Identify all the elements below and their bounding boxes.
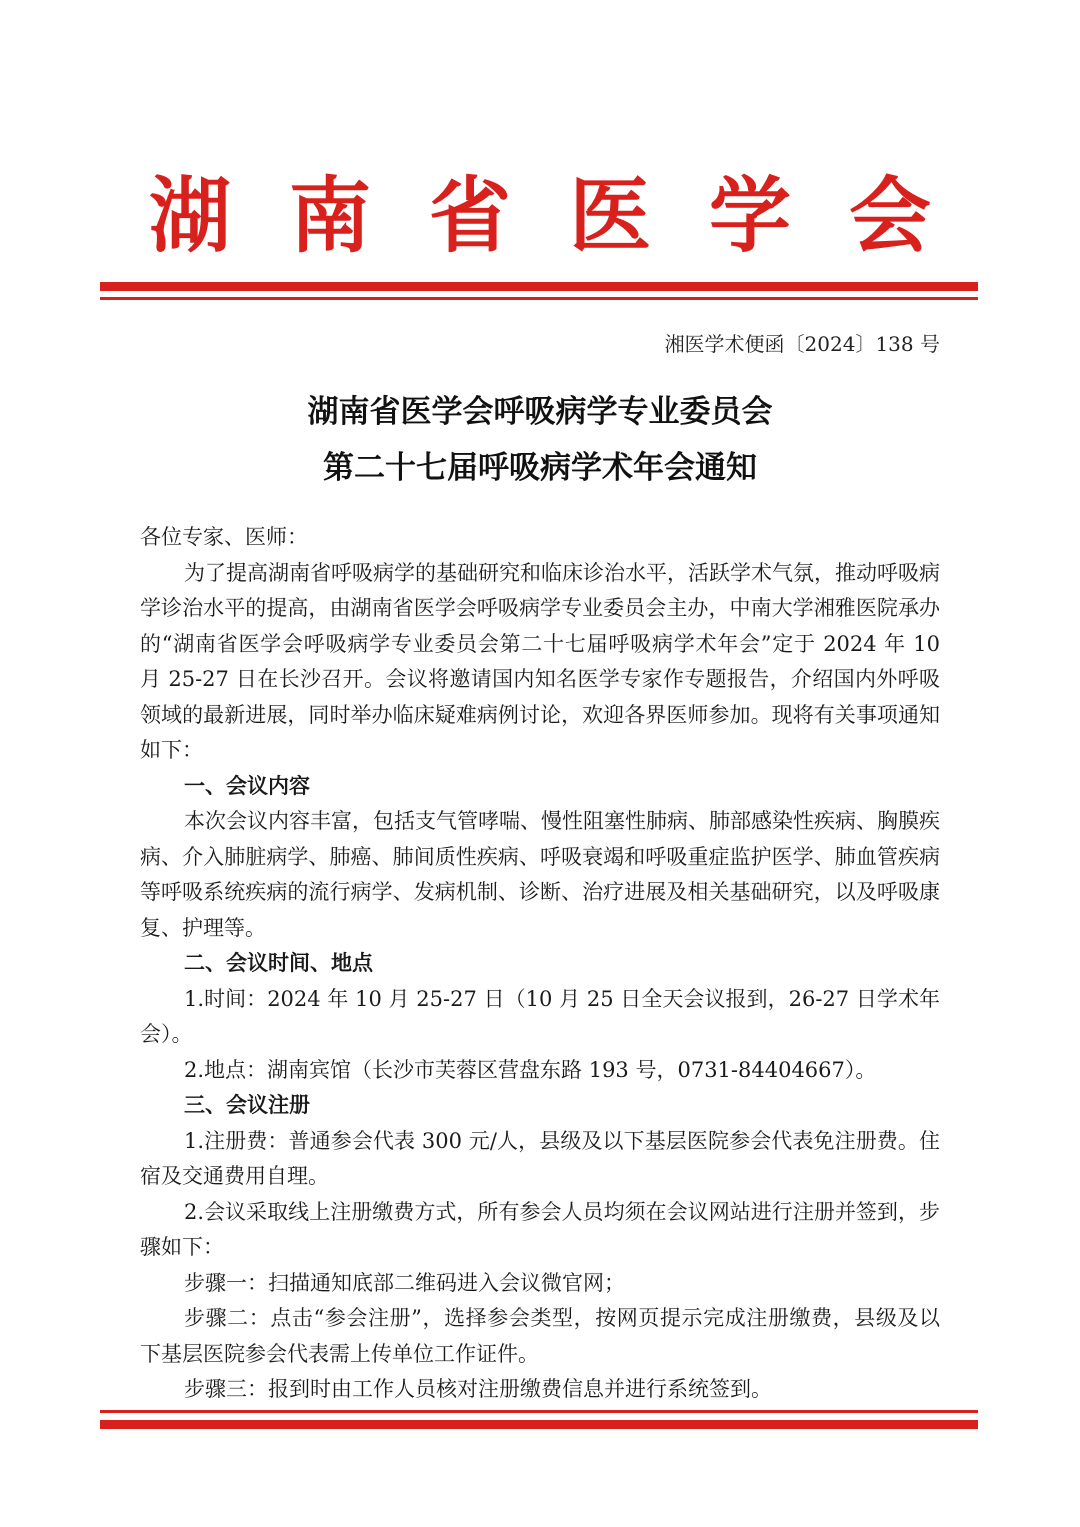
document-body [140, 520, 940, 1408]
footer-rule-thick [100, 1420, 978, 1429]
section3-fee: 1.注册费：普通参会代表 300 元/人，县级及以下基层医院参会代表免注册费。住宿及交通费用自理。 [140, 1128, 940, 1188]
section3-method: 2.会议采取线上注册缴费方式，所有参会人员均须在会议网站进行注册并签到，步骤如下： [140, 1199, 940, 1259]
footer-rule-thin [100, 1410, 978, 1413]
salutation: 各位专家、医师： [140, 525, 308, 549]
section3-heading: 三、会议注册 [184, 1093, 310, 1117]
section3-step2: 步骤二：点击“参会注册”，选择参会类型，按网页提示完成注册缴费，县级及以下基层医院参会代表需上传单位工作证件。 [140, 1306, 940, 1366]
section2-time: 1.时间：2024 年 10 月 25-27 日（10 月 25 日全天会议报到，26-27 日学术年会）。 [140, 986, 940, 1046]
section3-step3: 步骤三：报到时由工作人员核对注册缴费信息并进行系统签到。 [184, 1377, 772, 1401]
section1-heading: 一、会议内容 [184, 773, 310, 798]
intro-paragraph: 为了提高湖南省呼吸病学的基础研究和临床诊治水平，活跃学术气氛，推动呼吸病学诊治水平的提高，由湖南省医学会呼吸病学专业委员会主办，中南大学湘雅医院承办的“湖南省医学会呼吸病学专业委员会第二十七届呼吸病学术年会”定于 2024 年 10 月 25-27 日在长沙召开。会议将邀请国内知名医学专家作专题报告，介绍国内外呼吸领域的最新进展，同时举办临床疑难病例讨论，欢迎各界医师参加。现将有关事项通知如下： [140, 560, 940, 762]
document-title-line1: 湖南省医学会呼吸病学专业委员会 [307, 394, 773, 430]
section2-place: 2.地点：湖南宾馆（长沙市芙蓉区营盘东路 193 号，0731-84404667）。 [184, 1057, 877, 1082]
org-header-title: 湖南省医学会 [148, 168, 989, 264]
section2-heading: 二、会议时间、地点 [184, 951, 373, 975]
section3-step1: 步骤一：扫描通知底部二维码进入会议微官网； [184, 1270, 625, 1295]
header-rule-thick [100, 282, 978, 291]
header-rule-thin [100, 297, 978, 300]
section1-text: 本次会议内容丰富，包括支气管哮喘、慢性阻塞性肺病、肺部感染性疾病、胸膜疾病、介入肺脏病学、肺癌、肺间质性疾病、呼吸衰竭和呼吸重症监护医学、肺血管疾病等呼吸系统疾病的流行病学、发病机制、诊断、治疗进展及相关基础研究，以及呼吸康复、护理等。 [140, 809, 940, 940]
document-title-line2: 第二十七届呼吸病学术年会通知 [323, 450, 757, 486]
document-number: 湘医学术便函〔2024〕138 号 [664, 332, 940, 356]
